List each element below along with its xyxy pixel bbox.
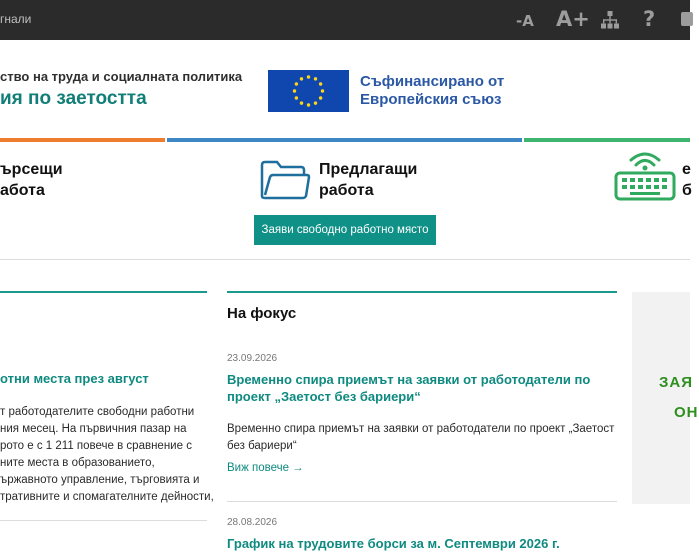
folder-icon[interactable] (259, 159, 311, 201)
left-news-line: ните места в образованието, (0, 457, 155, 469)
increase-font-icon[interactable]: A+ (556, 7, 590, 31)
eu-star (300, 101, 303, 104)
eu-star (314, 77, 317, 80)
topbar-left-link[interactable]: гнали (0, 12, 32, 26)
focus-section-rule (227, 291, 617, 293)
news-description: Временно спира приемът на заявки от работодатели по проект „Заетост без бариери“ (227, 423, 615, 452)
left-column-rule (0, 291, 207, 293)
left-news-line: ържавното управление, търговията и (0, 474, 200, 486)
eu-star (314, 101, 317, 104)
focus-heading: На фокус (227, 305, 297, 322)
eu-text-line-1: Съфинансирано от (360, 73, 505, 90)
eu-star (319, 82, 322, 85)
eu-star (295, 96, 298, 99)
employers-line-2: работа (319, 182, 374, 199)
left-news-line: рото е с 1 211 повече в сравнение с (0, 440, 192, 452)
left-news-line: ния месец. На първичния пазар на (0, 423, 187, 435)
sitemap-icon[interactable] (600, 10, 620, 30)
eu-star (321, 89, 324, 92)
read-more-link[interactable]: Виж повече → (227, 462, 304, 474)
left-column-bottom-rule (0, 520, 207, 521)
news-title-link[interactable]: Временно спира приемът на заявки от работодатели по проект „Заетост без бариери“ (227, 372, 591, 404)
left-news-line: тративните и спомагателните дейности, (0, 491, 214, 503)
help-icon[interactable]: ? (643, 7, 656, 31)
eu-star (300, 77, 303, 80)
employers-line-1: Предлагащи (319, 161, 418, 178)
promo-banner[interactable] (632, 292, 699, 504)
eu-star (319, 96, 322, 99)
mail-icon[interactable] (681, 12, 693, 26)
banner-text-line-1: ЗАЯ (659, 374, 694, 391)
e-services-line-1: е (682, 161, 691, 178)
news-divider (227, 501, 617, 502)
eu-star (295, 82, 298, 85)
eu-star (307, 75, 310, 78)
section-divider (0, 259, 690, 260)
news-date: 23.09.2026 (227, 353, 278, 364)
banner-text-line-2: ОН (674, 404, 699, 421)
news-title-link[interactable]: График на трудовите борси за м. Септември 2026 г. (227, 536, 560, 551)
job-seekers-link[interactable] (0, 159, 63, 201)
left-news-title-link[interactable]: отни места през август (0, 371, 149, 386)
eu-star (293, 89, 296, 92)
e-services-line-2: б (682, 182, 692, 199)
job-seekers-line-2: абота (0, 182, 45, 199)
eu-star (307, 103, 310, 106)
orange-divider (0, 138, 165, 142)
blue-divider (167, 138, 522, 142)
green-divider (524, 138, 690, 142)
ministry-name: ство на труда и социалната политика (0, 69, 243, 84)
top-bar (0, 0, 690, 40)
e-services-link[interactable] (682, 159, 692, 201)
agency-name-link[interactable]: ия по заетостта (0, 88, 147, 109)
left-news-body (0, 404, 215, 506)
job-seekers-line-1: ърсещи (0, 161, 63, 178)
eu-cofunded-label (360, 73, 504, 109)
keyboard-icon[interactable] (614, 153, 676, 201)
declare-vacancy-button[interactable]: Заяви свободно работно място (254, 215, 436, 245)
eu-text-line-2: Европейския съюз (360, 91, 502, 108)
decrease-font-icon[interactable]: -A (516, 12, 534, 30)
employers-link[interactable] (319, 159, 417, 201)
left-news-line: т работодателите свободни работни (0, 406, 195, 418)
news-date: 28.08.2026 (227, 517, 278, 528)
eu-flag-icon (268, 70, 349, 112)
